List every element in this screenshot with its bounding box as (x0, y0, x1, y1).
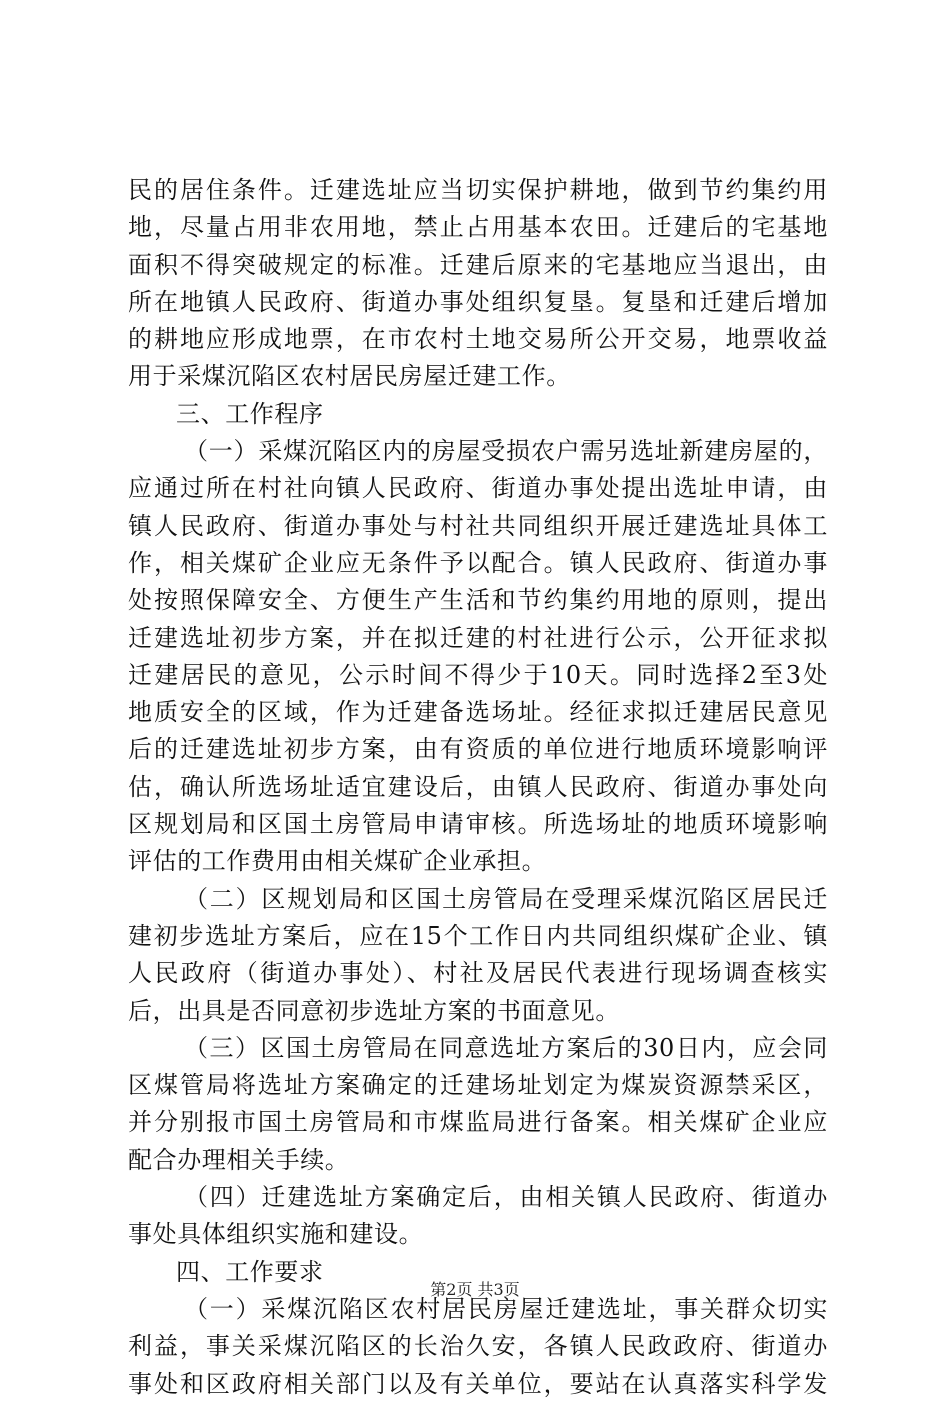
text-line: 事处和区政府相关部门以及有关单位，要站在认真落实科学发 (128, 1369, 828, 1398)
text-line: 后的迁建选址初步方案，由有资质的单位进行地质环境影响评 (128, 735, 828, 764)
text-line: 地，尽量占用非农用地，禁止占用基本农田。迁建后的宅基地 (128, 213, 828, 242)
text-line: 估，确认所选场址适宜建设后，由镇人民政府、街道办事处向 (128, 772, 828, 801)
text-line: 后，出具是否同意初步选址方案的书面意见。 (128, 996, 620, 1025)
text-line: 应通过所在村社向镇人民政府、街道办事处提出选址申请，由 (128, 474, 828, 503)
text-line: （一）采煤沉陷区农村居民房屋迁建选址，事关群众切实 (184, 1294, 828, 1323)
text-line: 地质安全的区域，作为迁建备选场址。经征求拟迁建居民意见 (128, 698, 828, 727)
text-line: 的耕地应形成地票，在市农村土地交易所公开交易，地票收益 (128, 325, 828, 354)
text-line: 利益，事关采煤沉陷区的长治久安，各镇人民政政府、街道办 (128, 1332, 828, 1361)
text-line: 镇人民政府、街道办事处与村社共同组织开展迁建选址具体工 (128, 511, 828, 540)
text-line: 事处具体组织实施和建设。 (128, 1220, 424, 1249)
text-line: 配合办理相关手续。 (128, 1145, 350, 1174)
text-line: （四）迁建选址方案确定后，由相关镇人民政府、街道办 (184, 1183, 828, 1212)
text-line: 民的居住条件。迁建选址应当切实保护耕地，做到节约集约用 (128, 176, 828, 204)
section-heading: 四、工作要求 (176, 1257, 324, 1286)
text-line: 并分别报市国土房管局和市煤监局进行备案。相关煤矿企业应 (128, 1108, 828, 1137)
text-line: 所在地镇人民政府、街道办事处组织复垦。复垦和迁建后增加 (128, 287, 828, 316)
text-line: 区规划局和区国土房管局申请审核。所选场址的地质环境影响 (128, 810, 828, 839)
text-line: 处按照保障安全、方便生产生活和节约集约用地的原则，提出 (128, 586, 828, 615)
body-text (128, 172, 828, 1403)
text-line: 区煤管局将选址方案确定的迁建场址划定为煤炭资源禁采区， (128, 1071, 828, 1100)
section-heading: 三、工作程序 (176, 399, 324, 428)
text-line: 作，相关煤矿企业应无条件予以配合。镇人民政府、街道办事 (128, 548, 828, 577)
text-line: 人民政府（街道办事处）、村社及居民代表进行现场调查核实 (128, 959, 828, 988)
text-line: （一）采煤沉陷区内的房屋受损农户需另选址新建房屋的， (184, 437, 828, 466)
text-line: 用于采煤沉陷区农村居民房屋迁建工作。 (128, 362, 571, 391)
text-line: （二）区规划局和区国土房管局在受理采煤沉陷区居民迁 (184, 884, 828, 913)
page-number-footer: 第2页 共3页 (430, 1280, 520, 1299)
text-line: 迁建选址初步方案，并在拟迁建的村社进行公示，公开征求拟 (128, 623, 828, 652)
text-line: 评估的工作费用由相关煤矿企业承担。 (128, 847, 547, 876)
text-line: （三）区国土房管局在同意选址方案后的30日内，应会同 (184, 1033, 828, 1062)
text-line: 建初步选址方案后，应在15个工作日内共同组织煤矿企业、镇 (128, 921, 828, 950)
text-line: 面积不得突破规定的标准。迁建后原来的宅基地应当退出，由 (128, 250, 828, 279)
text-line: 迁建居民的意见，公示时间不得少于10天。同时选择2至3处 (128, 660, 828, 689)
